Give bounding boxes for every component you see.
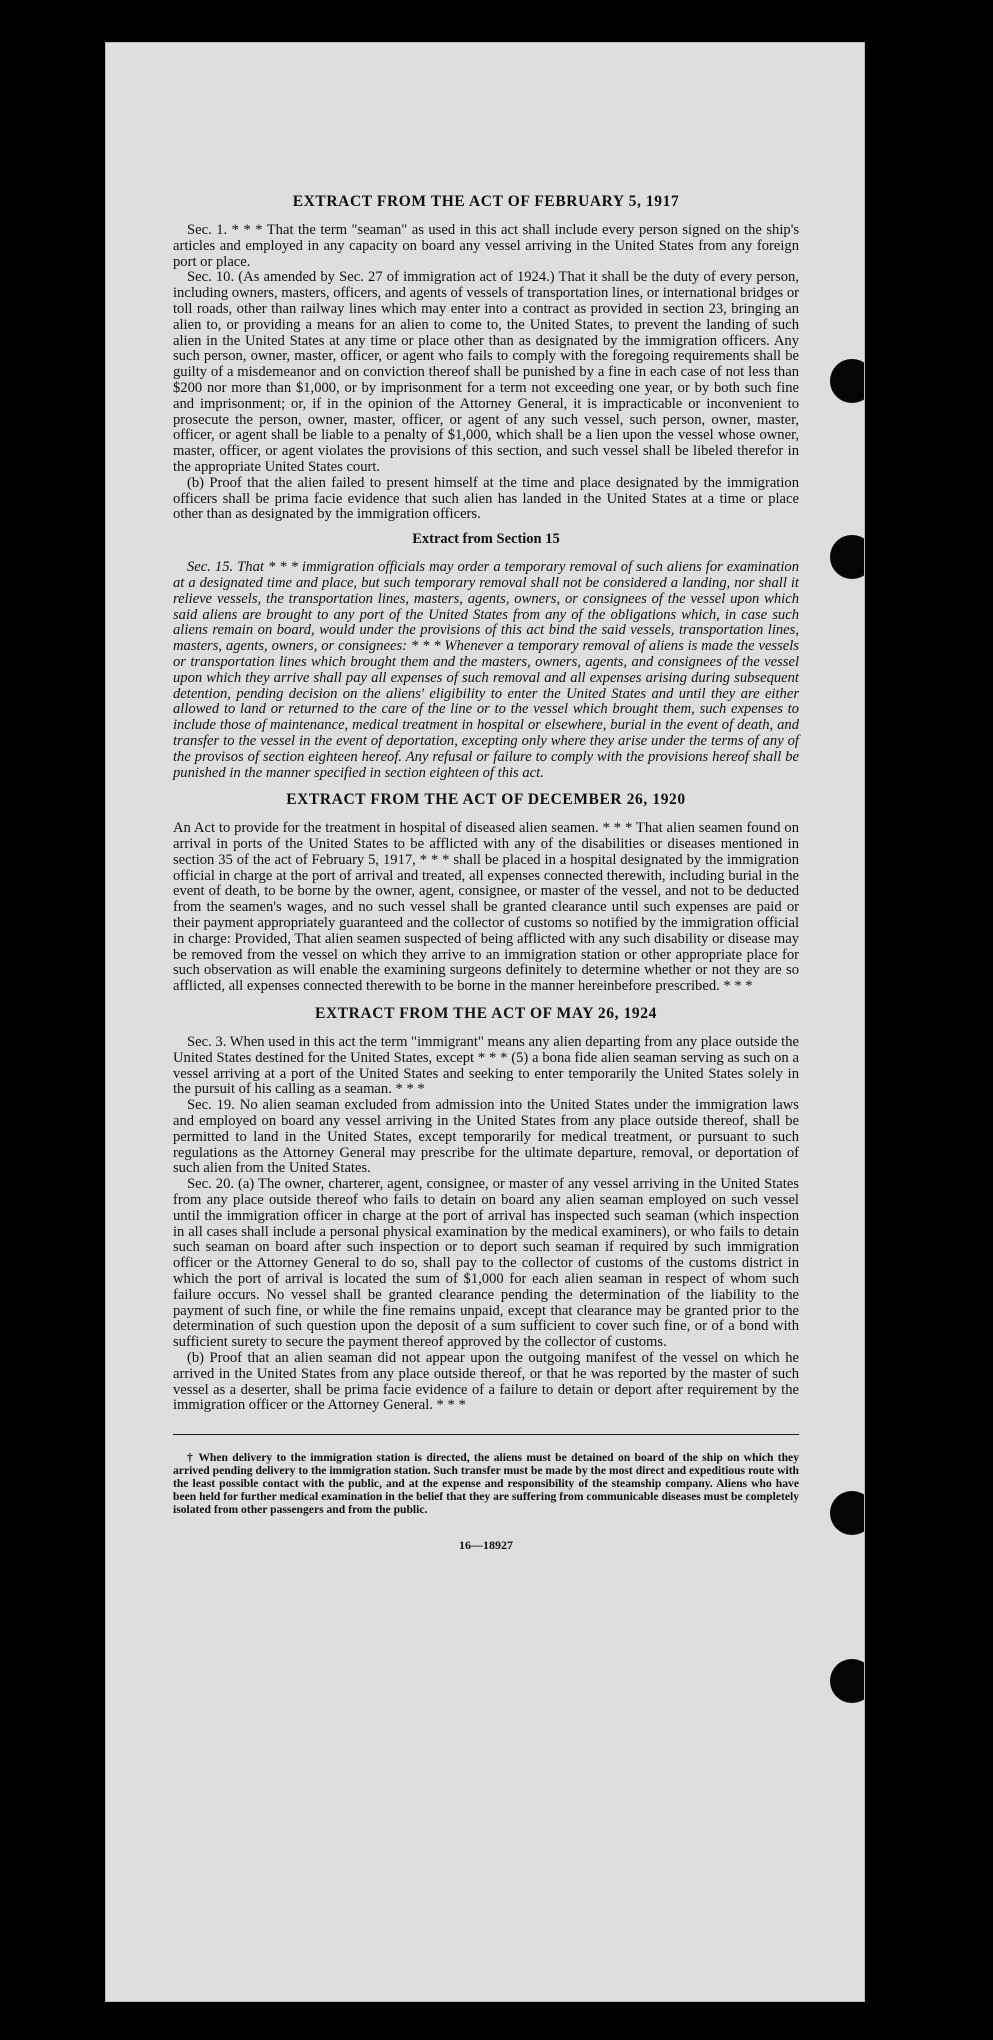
punch-hole-2 bbox=[830, 535, 865, 579]
document-page bbox=[105, 42, 865, 2002]
punch-hole-4 bbox=[830, 1659, 865, 1703]
section-19-paragraph: Sec. 19. No alien seaman excluded from admission into the United States under the immigration laws and employed on board any vessel arriving in the United States from any place outside thereof, shall be permitted to land in the United States, except temporarily for medical treatment, or pursuant to such regulations as the Attorney General may prescribe for the ultimate departure, removal, or deportation of such alien from the United States. bbox=[173, 1097, 799, 1177]
form-number: 16—18927 bbox=[459, 1538, 513, 1553]
heading-act-feb-1917: EXTRACT FROM THE ACT OF FEBRUARY 5, 1917 bbox=[292, 193, 680, 210]
section-10-paragraph: Sec. 10. (As amended by Sec. 27 of immigration act of 1924.) That it shall be the duty of every person, including owners, masters, officers, and agents of vessels of transportation lines, or international bridges or toll roads, other than railway lines which may enter into a contract as provided in section 23, bringing an alien to, or providing a means for an alien to come to, the United States, to prevent the landing of such alien in the United States at any time or place other than as designated by the immigration officers. Any such person, owner, master, officer, or agent who fails to comply with the foregoing requirements shall be guilty of a misdemeanor and on conviction thereof shall be punished by a fine in each case of not less than $200 nor more than $1,000, or by imprisonment for a term not exceeding one year, or by both such fine and imprisonment; or, if in the opinion of the Attorney General, it is impracticable or inconvenient to prosecute the person, owner, master, officer, or agent of any such vessel, such person, owner, master, officer, or agent shall be liable to a penalty of $1,000, which shall be a lien upon the vessel whose owner, master, officer, or agent violates the provisions of this section, and such vessel shall be libeled therefor in the appropriate United States court. bbox=[173, 269, 799, 475]
heading-act-may-1924: EXTRACT FROM THE ACT OF MAY 26, 1924 bbox=[315, 1005, 657, 1023]
heading-act-dec-1920: EXTRACT FROM THE ACT OF DECEMBER 26, 1920 bbox=[286, 791, 686, 809]
section-1-paragraph: Sec. 1. * * * That the term "seaman" as used in this act shall include every person signed on the ship's articles and employed in any capacity on board any vessel arriving in the United States from any foreign port or place. bbox=[173, 222, 799, 270]
section-20b-paragraph: (b) Proof that an alien seaman did not appear upon the outgoing manifest of the vessel on which he arrived in the United States from any place outside thereof, or that he was reported by the master of such vessel as a deserter, shall be prima facie evidence of a failure to detain or deport after requirement by the immigration officer or the Attorney General. * * * bbox=[173, 1350, 799, 1414]
footnote: † When delivery to the immigration station is directed, the aliens must be detained on board of the ship on which they arrived pending delivery to the immigration station. Such transfer must be made by the most direct and expeditious route with the least possible contact with the public, and at the expense and responsibility of the steamship company. Aliens who have been held for further medical examination in the belief that they are suffering from communicable diseases must be completely isolated from other passengers and from the public. bbox=[173, 1451, 799, 1517]
section-15-paragraph: Sec. 15. That * * * immigration officials may order a temporary removal of such aliens for examination at a designated time and place, but such temporary removal shall not be considered a landing, nor shall it relieve vessels, the transportation lines, masters, agents, owners, or consignees of the vessel upon which said aliens are brought to any port of the United States from any of the obligations which, in case such aliens remain on board, would under the provisions of this act bind the said vessels, transportation lines, masters, agents, owners, or consignees: * * * Whenever a temporary removal of aliens is made the vessels or transportation lines which brought them and the masters, owners, agents, and consignees of the vessel upon which they arrive shall pay all expenses of such removal and all expenses arising during subsequent detention, pending decision on the aliens' eligibility to enter the United States and until they are either allowed to land or returned to the care of the line or to the vessel which brought them, such expenses to include those of maintenance, medical treatment in hospital or elsewhere, burial in the event of death, and transfer to the vessel in the event of deportation, excepting only where they arise under the terms of any of the provisos of section eighteen hereof. Any refusal or failure to comply with the provisions hereof shall be punished in the manner specified in section eighteen of this act. bbox=[173, 559, 799, 781]
section-10b-paragraph: (b) Proof that the alien failed to present himself at the time and place designated by the immigration officers shall be prima facie evidence that such alien has landed in the United States at a time or place other than as designated by the immigration officers. bbox=[173, 474, 799, 523]
footnote-divider bbox=[173, 1434, 799, 1435]
document-body bbox=[173, 193, 799, 1553]
act-1920-paragraph: An Act to provide for the treatment in hospital of diseased alien seamen. * * * That alien seamen found on arrival in ports of the United States to be afflicted with any of the disabilities or diseases mentioned in section 35 of the act of February 5, 1917, * * * shall be placed in a hospital designated by the immigration official in charge at the port of arrival and treated, all expenses connected therewith, including burial in the event of death, to be borne by the owner, agent, consignee, or master of the vessel, and not to be deducted from the seamen's wages, and no such vessel shall be granted clearance until such expenses are paid or their payment appropriately guaranteed and the collector of customs so notified by the immigration official in charge: Provided, That alien seamen suspected of being afflicted with any such disability or disease may be removed from the vessel on which they arrive to an immigration station or other appropriate place for such observation as will enable the examining surgeons definitely to determine whether or not they are so afflicted, all expenses connected therewith to be borne in the manner hereinbefore prescribed. * * * bbox=[173, 820, 799, 995]
section-3-paragraph: Sec. 3. When used in this act the term "immigrant" means any alien departing from any place outside the United States destined for the United States, except * * * (5) a bona fide alien seaman serving as such on a vessel arriving at a port of the United States and seeking to enter temporarily the United States solely in the pursuit of his calling as a seaman. * * * bbox=[173, 1034, 799, 1098]
heading-section-15: Extract from Section 15 bbox=[412, 531, 560, 548]
punch-hole-3 bbox=[830, 1491, 865, 1535]
punch-hole-1 bbox=[830, 359, 865, 403]
section-20-paragraph: Sec. 20. (a) The owner, charterer, agent, consignee, or master of any vessel arriving in the United States from any place outside thereof who fails to detain on board any alien seaman employed on such vessel until the immigration officer in charge at the port of arrival has inspected such seaman (which inspection in all cases shall include a personal physical examination by the medical examiners), or who fails to detain such seaman on board after such inspection or to deport such seaman if required by such immigration officer or the Attorney General to do so, shall pay to the collector of customs of the customs district in which the port of arrival is located the sum of $1,000 for each alien seaman in respect of whom such failure occurs. No vessel shall be granted clearance pending the determination of the liability to the payment of such fine, or while the fine remains unpaid, except that clearance may be granted prior to the determination of such question upon the deposit of a sum sufficient to cover such fine, or of a bond with sufficient surety to secure the payment thereof approved by the collector of customs. bbox=[173, 1176, 799, 1351]
